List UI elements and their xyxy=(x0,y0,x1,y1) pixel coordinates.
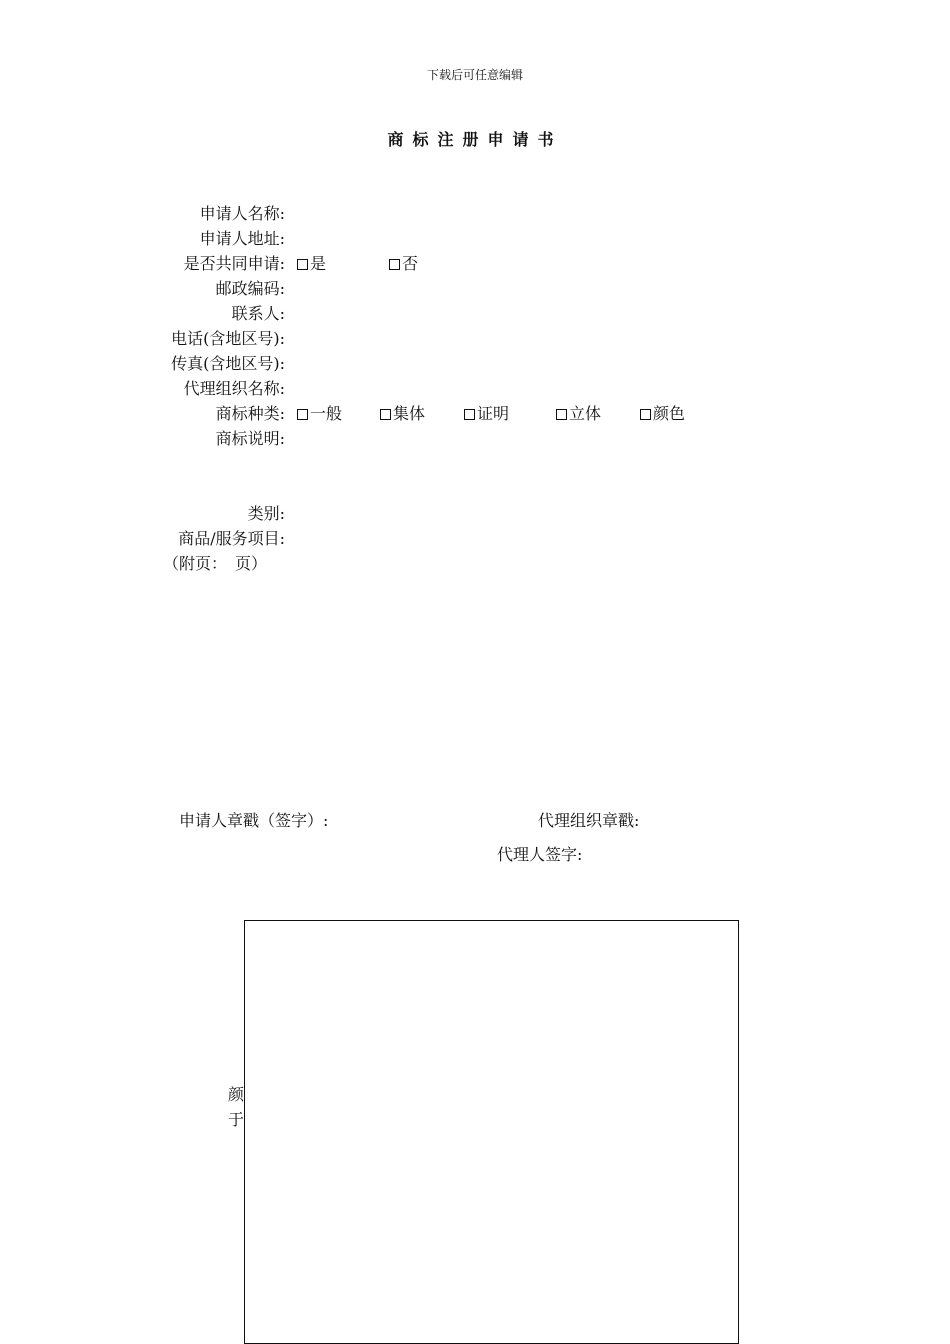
label-agency-name: 代理组织名称: xyxy=(183,379,285,398)
label-applicant-name: 申请人名称: xyxy=(199,204,285,223)
partial-text-line1: 颜 xyxy=(228,1085,245,1104)
partial-text-line2: 于 xyxy=(228,1110,245,1129)
mark-type-color-label: 颜色 xyxy=(653,404,686,423)
joint-option-no[interactable] xyxy=(389,251,418,274)
joint-option-yes[interactable] xyxy=(297,251,326,274)
checkbox-icon xyxy=(556,409,567,420)
mark-type-collective[interactable] xyxy=(380,401,425,424)
checkbox-icon xyxy=(297,259,308,270)
label-phone: 电话(含地区号): xyxy=(171,329,285,348)
mark-type-collective-label: 集体 xyxy=(393,404,426,423)
mark-type-3d-label: 立体 xyxy=(569,404,602,423)
trademark-image-box xyxy=(244,920,739,1344)
checkbox-icon xyxy=(640,409,651,420)
checkbox-icon xyxy=(380,409,391,420)
mark-type-general[interactable] xyxy=(297,401,342,424)
applicant-seal-label: 申请人章戳（签字）: xyxy=(179,811,329,830)
label-mark-type: 商标种类: xyxy=(215,404,285,423)
checkbox-icon xyxy=(389,259,400,270)
label-fax: 传真(含地区号): xyxy=(171,354,285,373)
agent-signature-label: 代理人签字: xyxy=(497,845,583,864)
mark-type-color[interactable] xyxy=(640,401,685,424)
mark-type-3d[interactable] xyxy=(556,401,601,424)
label-applicant-address: 申请人地址: xyxy=(199,229,285,248)
agency-seal-label: 代理组织章戳: xyxy=(538,811,640,830)
joint-option-no-label: 否 xyxy=(402,254,419,273)
label-category: 类别: xyxy=(247,504,285,523)
label-attachment: （附页： 页） xyxy=(163,554,268,573)
page-title: 商标注册申请书 xyxy=(387,130,563,149)
joint-option-yes-label: 是 xyxy=(310,254,327,273)
mark-type-certification-label: 证明 xyxy=(477,404,510,423)
mark-type-general-label: 一般 xyxy=(310,404,343,423)
mark-type-certification[interactable] xyxy=(464,401,509,424)
checkbox-icon xyxy=(464,409,475,420)
checkbox-icon xyxy=(297,409,308,420)
label-mark-description: 商标说明: xyxy=(215,429,285,448)
label-joint-application: 是否共同申请: xyxy=(183,254,285,273)
label-goods-services: 商品/服务项目: xyxy=(178,529,285,548)
label-contact: 联系人: xyxy=(231,304,285,323)
header-note: 下载后可任意编辑 xyxy=(426,68,523,82)
label-postal-code: 邮政编码: xyxy=(215,279,285,298)
